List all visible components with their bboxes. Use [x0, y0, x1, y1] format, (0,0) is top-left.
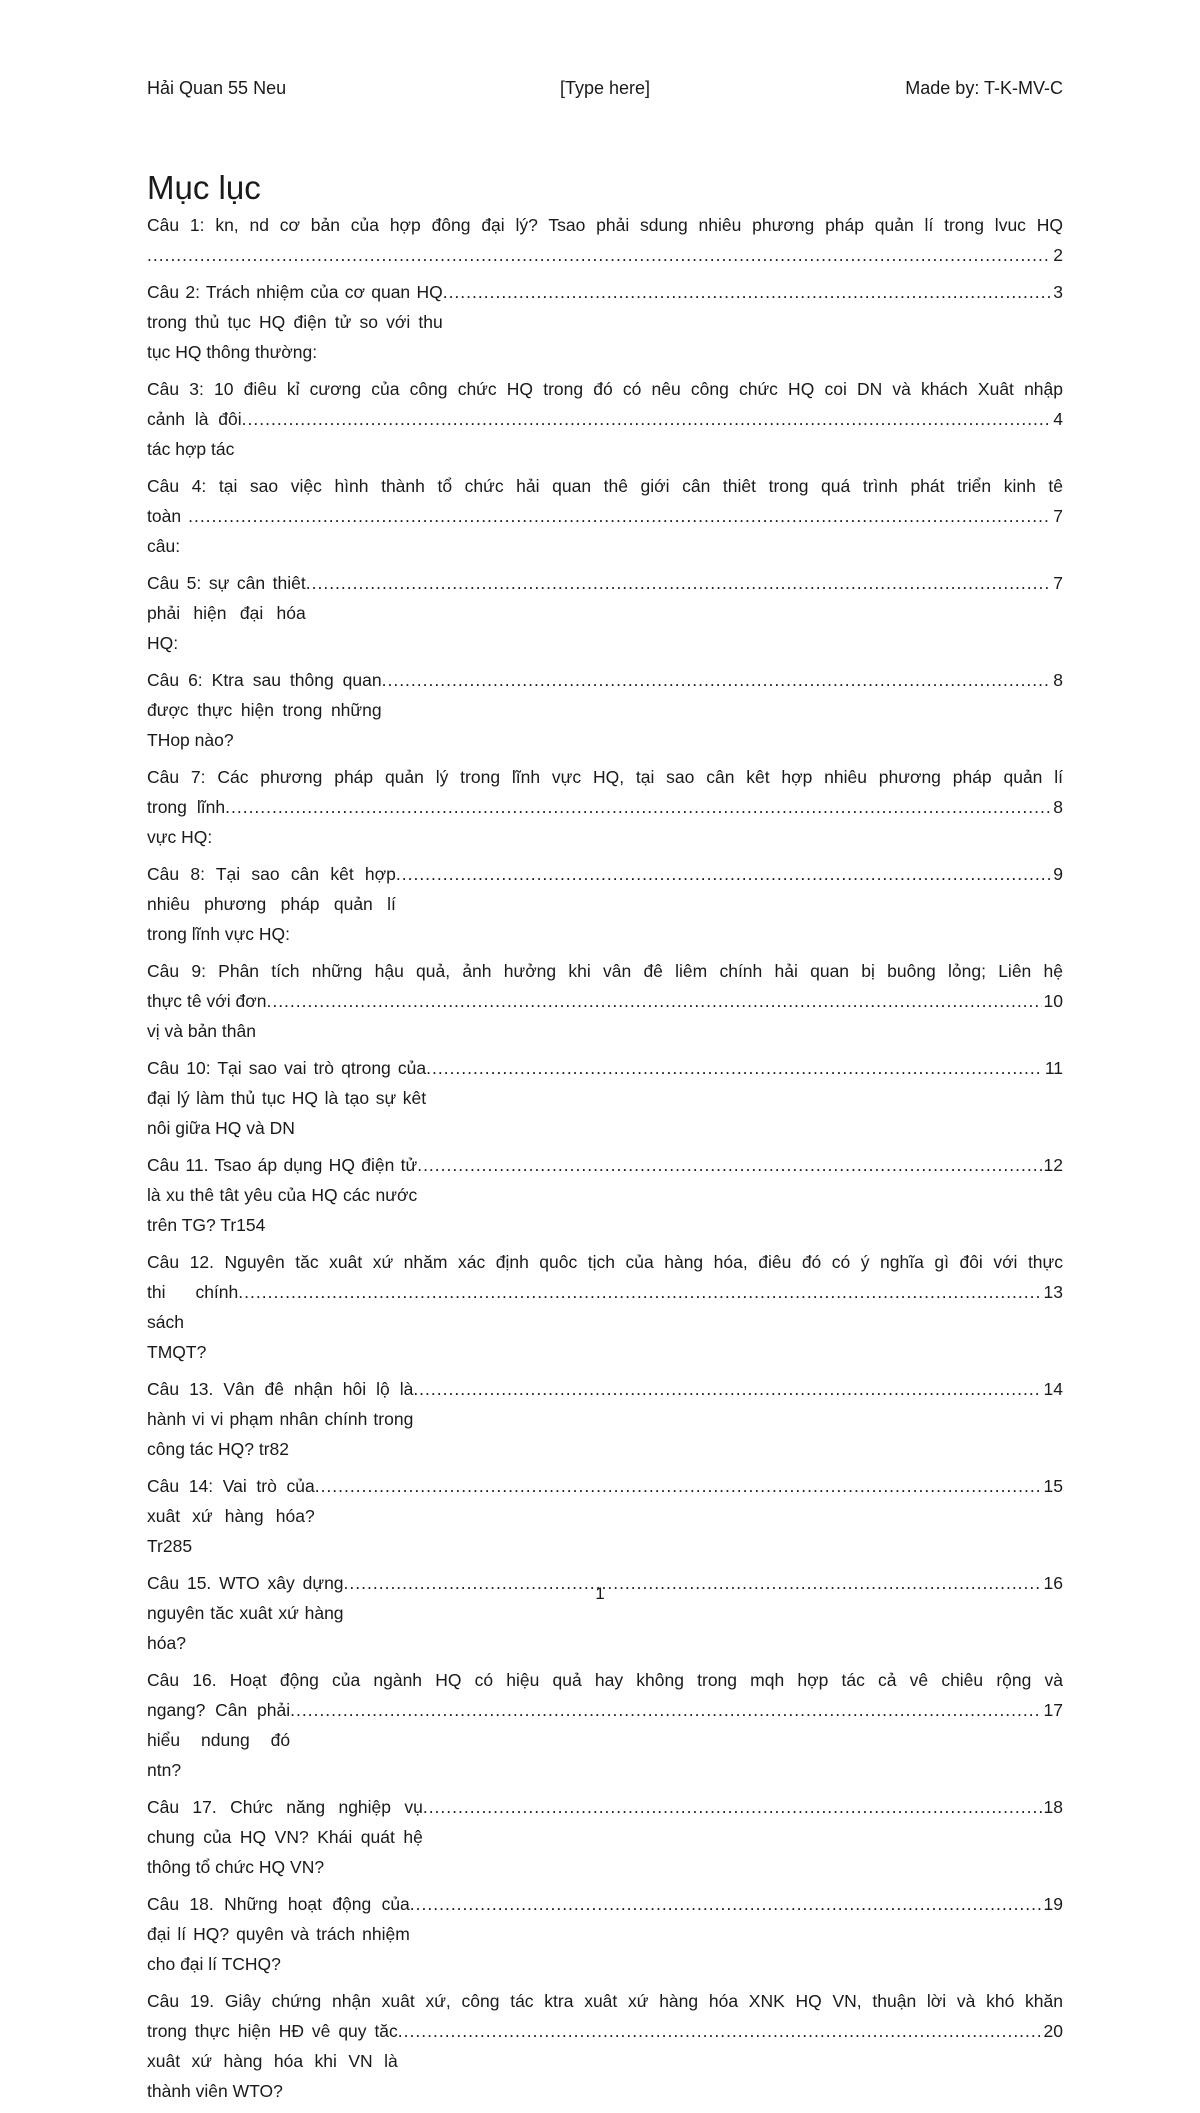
toc-entry-text: Câu 8: Tại sao cân kêt hợp nhiêu phương pháp quản lí trong lĩnh vực HQ: — [147, 864, 396, 944]
toc-entry-page-number: 14 — [1043, 1379, 1063, 1399]
toc-entry-text: toàn câu: — [147, 506, 182, 556]
toc-entry[interactable] — [147, 1374, 1063, 1464]
toc-entry[interactable] — [147, 1665, 1063, 1785]
toc-entry[interactable] — [147, 1568, 1063, 1658]
toc-entry-page-number: 15 — [1043, 1476, 1063, 1496]
toc-entry-text: trong lĩnh vực HQ: — [147, 797, 226, 847]
dot-leader — [426, 1053, 1043, 1083]
dot-leader — [188, 501, 1051, 531]
toc-entry-row — [147, 568, 1063, 658]
toc-entry-page-number: 17 — [1043, 1700, 1063, 1720]
toc-entry-row — [147, 665, 1063, 755]
toc-entry-text-line1: Câu 19. Giây chứng nhận xuât xứ, công tác ktra xuât xứ hàng hóa XNK HQ VN, thuận lời và khó khăn — [147, 1991, 1063, 2011]
toc-entry[interactable] — [147, 1986, 1063, 2106]
dot-leader — [290, 1695, 1041, 1725]
toc-entry[interactable] — [147, 665, 1063, 755]
toc-entry-page-number: 8 — [1053, 797, 1063, 817]
toc-entry-row — [147, 1889, 1063, 1979]
dot-leader — [315, 1471, 1042, 1501]
toc-entry-page-number: 19 — [1043, 1894, 1063, 1914]
header-left: Hải Quan 55 Neu — [147, 78, 287, 98]
toc-entry-page-number: 9 — [1053, 864, 1063, 884]
toc-entry-row — [147, 1053, 1063, 1143]
toc-entry-text: Câu 14: Vai trò của xuât xứ hàng hóa? Tr285 — [147, 1476, 315, 1556]
page-header — [147, 76, 1063, 100]
dot-leader — [398, 2016, 1042, 2046]
toc-entry-row — [147, 1374, 1063, 1464]
toc-entry[interactable] — [147, 568, 1063, 658]
toc-entry-page-number: 4 — [1053, 409, 1063, 429]
toc-entry-text: Câu 18. Những hoạt động của đại lí HQ? quyên và trách nhiệm cho đại lí TCHQ? — [147, 1894, 410, 1974]
toc-entry-text-line1: Câu 12. Nguyên tăc xuât xứ nhăm xác định quôc tịch của hàng hóa, điêu đó có ý nghĩa gì đôi với thực — [147, 1252, 1063, 1272]
toc-entry-text: Câu 11. Tsao áp dụng HQ điện tử là xu thê tât yêu của HQ các nước trên TG? Tr154 — [147, 1155, 418, 1235]
toc-entry[interactable] — [147, 1247, 1063, 1367]
toc-entry-row — [147, 792, 1063, 852]
page-number: 1 — [595, 1584, 605, 1603]
toc-entry-row — [147, 1150, 1063, 1240]
toc-entry[interactable] — [147, 1150, 1063, 1240]
toc-entry-row — [147, 2016, 1063, 2106]
toc-entry-row — [147, 277, 1063, 367]
toc-entry-page-number: 8 — [1053, 670, 1063, 690]
header-center: [Type here] — [559, 78, 651, 98]
toc-entry-page-number: 11 — [1044, 1058, 1063, 1078]
toc-entry[interactable] — [147, 1471, 1063, 1561]
toc-entry[interactable] — [147, 956, 1063, 1046]
toc-entry-row — [147, 240, 1063, 270]
toc-entry-page-number: 20 — [1043, 2021, 1063, 2041]
dot-leader — [443, 277, 1052, 307]
dot-leader — [266, 986, 1041, 1016]
toc-entry[interactable] — [147, 1792, 1063, 1882]
toc-entry-page-number: 12 — [1043, 1155, 1063, 1175]
toc-entry[interactable] — [147, 471, 1063, 561]
toc-entry[interactable] — [147, 1053, 1063, 1143]
dot-leader — [410, 1889, 1042, 1919]
toc-entry-page-number: 7 — [1053, 573, 1063, 593]
toc-entry-page-number: 18 — [1043, 1797, 1063, 1817]
toc-entry-page-number: 10 — [1043, 991, 1063, 1011]
toc-entry-row — [147, 1277, 1063, 1367]
toc-entry-page-number: 13 — [1043, 1282, 1063, 1302]
toc-entry-row — [147, 859, 1063, 949]
toc-entry-text: Câu 10: Tại sao vai trò qtrong của đại lý làm thủ tục HQ là tạo sự kêt nôi giữa HQ và DN — [147, 1058, 427, 1138]
toc-entry-page-number: 2 — [1053, 245, 1063, 265]
toc-entry-row — [147, 404, 1063, 464]
toc-entry-text: Câu 13. Vân đê nhận hôi lộ là hành vi vi phạm nhân chính trong công tác HQ? tr82 — [147, 1379, 414, 1459]
dot-leader — [238, 1277, 1041, 1307]
toc-entry-text-line1: Câu 1: kn, nd cơ bản của hợp đông đại lý? Tsao phải sdung nhiêu phương pháp quản lí trong lvuc HQ — [147, 215, 1063, 235]
table-of-contents — [147, 210, 1063, 2113]
toc-entry-row — [147, 1695, 1063, 1785]
toc-entry-text: Câu 15. WTO xây dựng nguyên tăc xuât xứ hàng hóa? — [147, 1573, 344, 1653]
dot-leader — [306, 568, 1052, 598]
toc-entry[interactable] — [147, 1889, 1063, 1979]
toc-title: Mục lục — [147, 169, 261, 206]
toc-entry-text-line1: Câu 4: tại sao việc hình thành tổ chức hải quan thê giới cân thiêt trong quá trình phát triển kinh tê — [147, 476, 1063, 496]
toc-entry-text-line1: Câu 16. Hoạt động của ngành HQ có hiệu quả hay không trong mqh hợp tác cả vê chiêu rộng và — [147, 1670, 1063, 1690]
toc-entry-text-line1: Câu 3: 10 điêu kỉ cương của công chức HQ trong đó có nêu công chức HQ coi DN và khách Xuât nhập — [147, 379, 1063, 399]
toc-entry-text-line1: Câu 7: Các phương pháp quản lý trong lĩnh vực HQ, tại sao cân kêt hợp nhiêu phương pháp quản lí — [147, 767, 1063, 787]
toc-entry-row — [147, 1792, 1063, 1882]
toc-entry-text: Câu 17. Chức năng nghiệp vụ chung của HQ VN? Khái quát hệ thông tổ chức HQ VN? — [147, 1797, 423, 1877]
toc-entry-text-line1: Câu 9: Phân tích những hậu quả, ảnh hưởng khi vân đê liêm chính hải quan bị buông lỏng; Liên hệ — [147, 961, 1063, 981]
toc-entry[interactable] — [147, 762, 1063, 852]
dot-leader — [396, 859, 1051, 889]
toc-entry[interactable] — [147, 210, 1063, 270]
dot-leader — [147, 240, 1051, 270]
toc-entry-page-number: 7 — [1053, 506, 1063, 526]
dot-leader — [242, 404, 1052, 434]
toc-entry-row — [147, 501, 1063, 561]
toc-entry-text: thực tê với đơn vị và bản thân — [147, 991, 267, 1041]
toc-entry-text: thi chính sách TMQT? — [147, 1282, 239, 1362]
toc-entry-text: Câu 5: sự cân thiêt phải hiện đại hóa HQ: — [147, 573, 306, 653]
toc-entry-text: Câu 6: Ktra sau thông quan được thực hiện trong những THop nào? — [147, 670, 382, 750]
toc-entry-text: trong thực hiện HĐ vê quy tăc xuât xứ hàng hóa khi VN là thành viên WTO? — [147, 2021, 398, 2101]
toc-entry-text: cảnh là đôi tác hợp tác — [147, 409, 242, 459]
dot-leader — [225, 792, 1051, 822]
toc-entry-row — [147, 1568, 1063, 1658]
dot-leader — [423, 1792, 1042, 1822]
dot-leader — [417, 1150, 1041, 1180]
toc-entry[interactable] — [147, 859, 1063, 949]
toc-entry-text: ngang? Cân phải hiểu ndung đó ntn? — [147, 1700, 291, 1780]
dot-leader — [382, 665, 1052, 695]
dot-leader — [413, 1374, 1041, 1404]
toc-entry-text: Câu 2: Trách nhiệm của cơ quan HQ trong thủ tục HQ điện tử so với thu tục HQ thông thường: — [147, 282, 443, 362]
header-right: Made by: T-K-MV-C — [905, 78, 1063, 98]
toc-entry-page-number: 3 — [1053, 282, 1063, 302]
toc-entry-row — [147, 1471, 1063, 1561]
toc-entry-page-number: 16 — [1043, 1573, 1063, 1593]
toc-entry[interactable] — [147, 374, 1063, 464]
toc-entry-row — [147, 986, 1063, 1046]
toc-entry[interactable] — [147, 277, 1063, 367]
